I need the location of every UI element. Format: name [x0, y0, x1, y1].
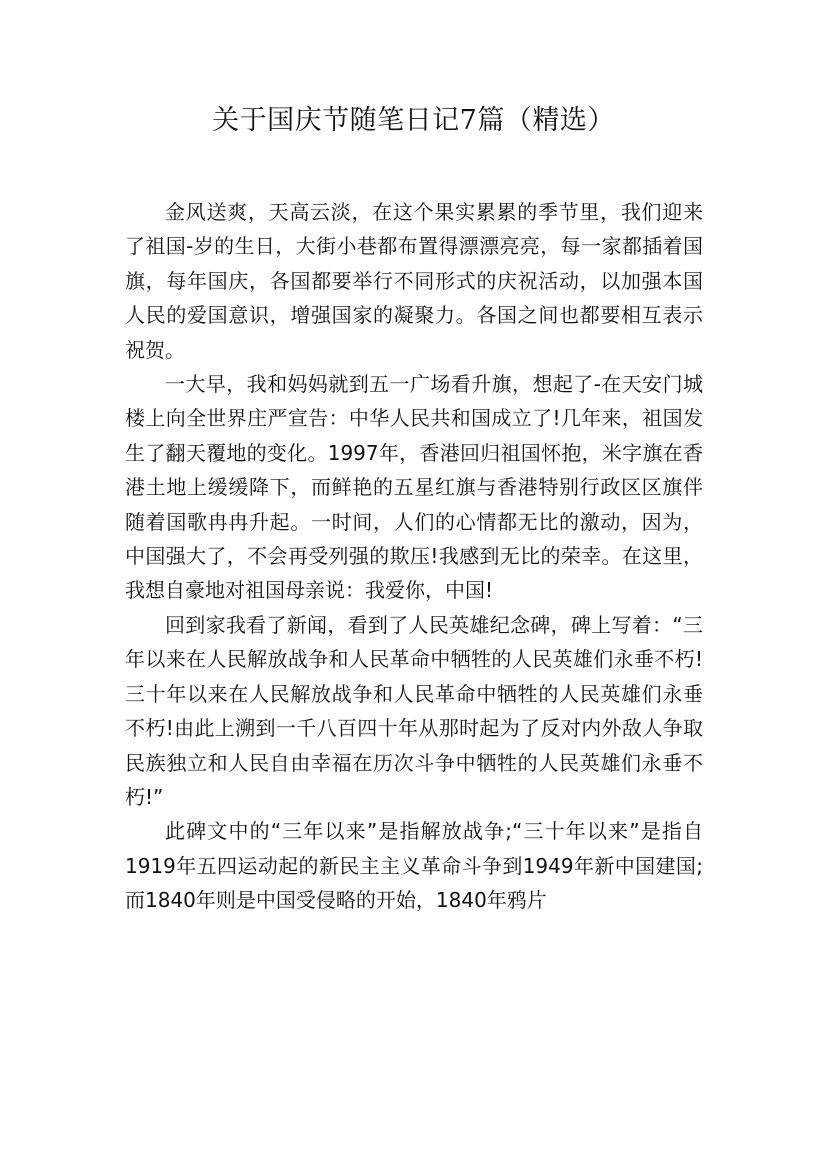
paragraph-4: 此碑文中的“三年以来”是指解放战争;“三十年以来”是指自1919年五四运动起的新民主主义革命斗争到1949年新中国建国;而1840年则是中国受侵略的开始，1840年鸦片	[125, 819, 703, 913]
document-title: 关于国庆节随笔日记7篇（精选）	[212, 105, 615, 136]
paragraph-1: 金风送爽，天高云淡，在这个果实累累的季节里，我们迎来了祖国-岁的生日，大街小巷都布置得漂漂亮亮，每一家都插着国旗，每年国庆，各国都要举行不同形式的庆祝活动，以加强本国人民的爱国意识，增强国家的凝聚力。各国之间也都要相互表示祝贺。	[125, 200, 703, 362]
paragraph-3: 回到家我看了新闻，看到了人民英雄纪念碑，碑上写着：“三年以来在人民解放战争和人民革命中牺牲的人民英雄们永垂不朽!三十年以来在人民解放战争和人民革命中牺牲的人民英雄们永垂不朽!由此上溯到一千八百四十年从那时起为了反对内外敌人争取民族独立和人民自由幸福在历次斗争中牺牲的人民英雄们永垂不朽!”	[125, 612, 703, 809]
paragraph-2: 一大早，我和妈妈就到五一广场看升旗，想起了-在天安门城楼上向全世界庄严宣告：中华人民共和国成立了!几年来，祖国发生了翻天覆地的变化。1997年，香港回归祖国怀抱，米字旗在香港土地上缓缓降下，而鲜艳的五星红旗与香港特别行政区区旗伴随着国歌冉冉升起。一时间，人们的心情都无比的激动，因为，中国强大了，不会再受列强的欺压!我感到无比的荣幸。在这里，我想自豪地对祖国母亲说：我爱你，中国!	[125, 372, 703, 603]
document-body	[125, 195, 703, 918]
